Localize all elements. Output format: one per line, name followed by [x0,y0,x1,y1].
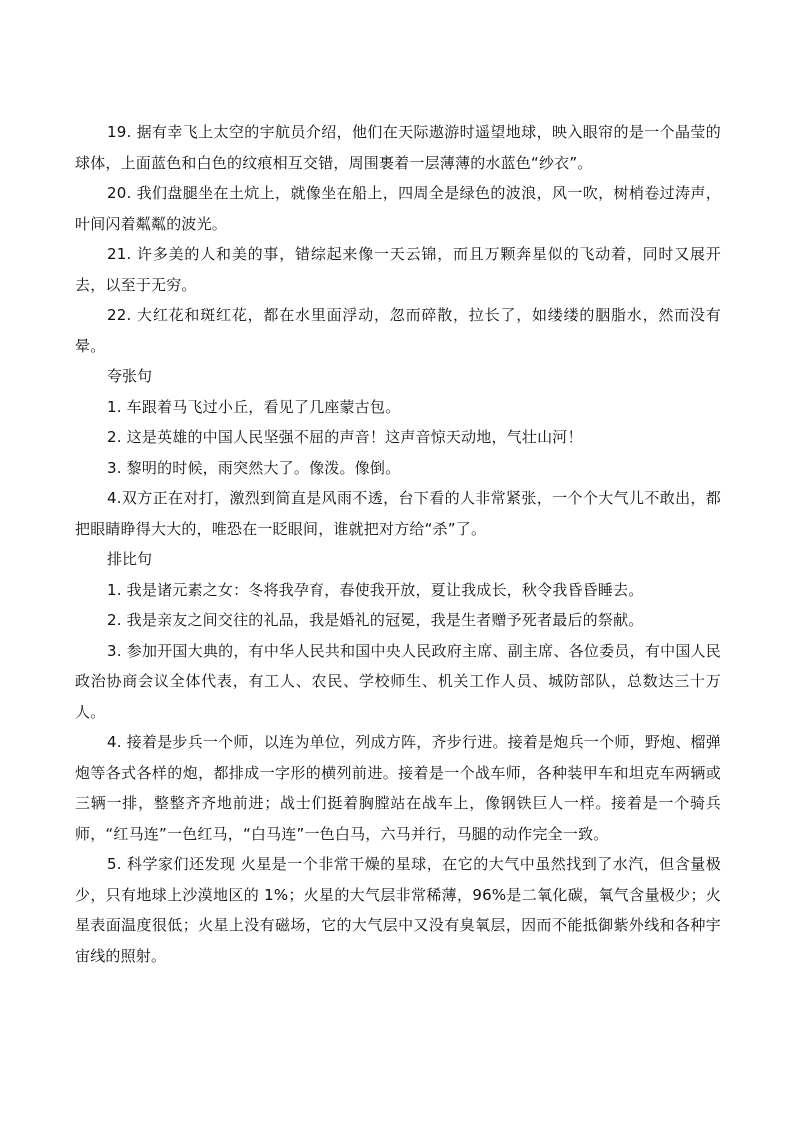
hyperbole-item-3: 3. 黎明的时候，雨突然大了。像泼。像倒。 [107,458,401,477]
hyperbole-item-4: 4.双方正在对打，激烈到简直是风雨不透，台下看的人非常紧张，一个个大气儿不敢出，都把眼睛睁得大大的，唯恐在一眨眼间，谁就把对方给“杀”了。 [75,489,721,538]
hyperbole-item-2: 2. 这是英雄的中国人民坚强不屈的声音！这声音惊天动地，气壮山河！ [107,428,583,446]
section-heading-parallelism: 排比句 [107,550,153,568]
hyperbole-item-1: 1. 车跟着马飞过小丘，看见了几座蒙古包。 [107,397,401,416]
parallelism-item-3: 3. 参加开国大典的，有中华人民共和国中央人民政府主席、副主席、各位委员，有中国人民政治协商会议全体代表，有工人、农民、学校师生、机关工作人员、城防部队，总数达三十万人。 [75,641,721,721]
metaphor-item-19: 19. 据有幸飞上太空的宇航员介绍，他们在天际遨游时遥望地球，映入眼帘的是一个晶莹的球体，上面蓝色和白色的纹痕相互交错，周围裹着一层薄薄的水蓝色“纱衣”。 [75,123,721,172]
metaphor-item-21: 21. 许多美的人和美的事，错综起来像一天云锦，而且万颗奔星似的飞动着，同时又展开去，以至于无穷。 [75,245,721,294]
metaphor-item-22: 22. 大红花和斑红花，都在水里面浮动，忽而碎散，拉长了，如缕缕的胭脂水，然而没有晕。 [75,306,721,355]
document-body [75,117,721,971]
parallelism-item-1: 1. 我是诸元素之女：冬将我孕育，春使我开放，夏让我成长，秋令我昏昏睡去。 [107,580,644,599]
metaphor-item-20: 20. 我们盘腿坐在土炕上，就像坐在船上，四周全是绿色的波浪，风一吹，树梢卷过涛声，叶间闪着粼粼的波光。 [75,184,721,233]
parallelism-item-4: 4. 接着是步兵一个师，以连为单位，列成方阵，齐步行进。接着是炮兵一个师，野炮、榴弹炮等各式各样的炮，都排成一字形的横列前进。接着是一个战车师，各种装甲车和坦克车两辆或三辆一排，整整齐齐地前进；战士们挺着胸膛站在战车上，像钢铁巨人一样。接着是一个骑兵师，“红马连”一色红马，“白马连”一色白马，六马并行，马腿的动作完全一致。 [75,733,721,843]
parallelism-item-5: 5. 科学家们还发现 火星是一个非常干燥的星球，在它的大气中虽然找到了水汽，但含量极少，只有地球上沙漠地区的 1%；火星的大气层非常稀薄，96%是二氧化碳，氧气含量极少；火星表面温度很低；火星上没有磁场，它的大气层中又没有臭氧层，因而不能抵御紫外线和各种宇宙线的照射。 [75,855,721,965]
parallelism-item-2: 2. 我是亲友之间交往的礼品，我是婚礼的冠冕，我是生者赠予死者最后的祭献。 [107,611,644,629]
section-heading-hyperbole: 夸张句 [107,367,153,385]
